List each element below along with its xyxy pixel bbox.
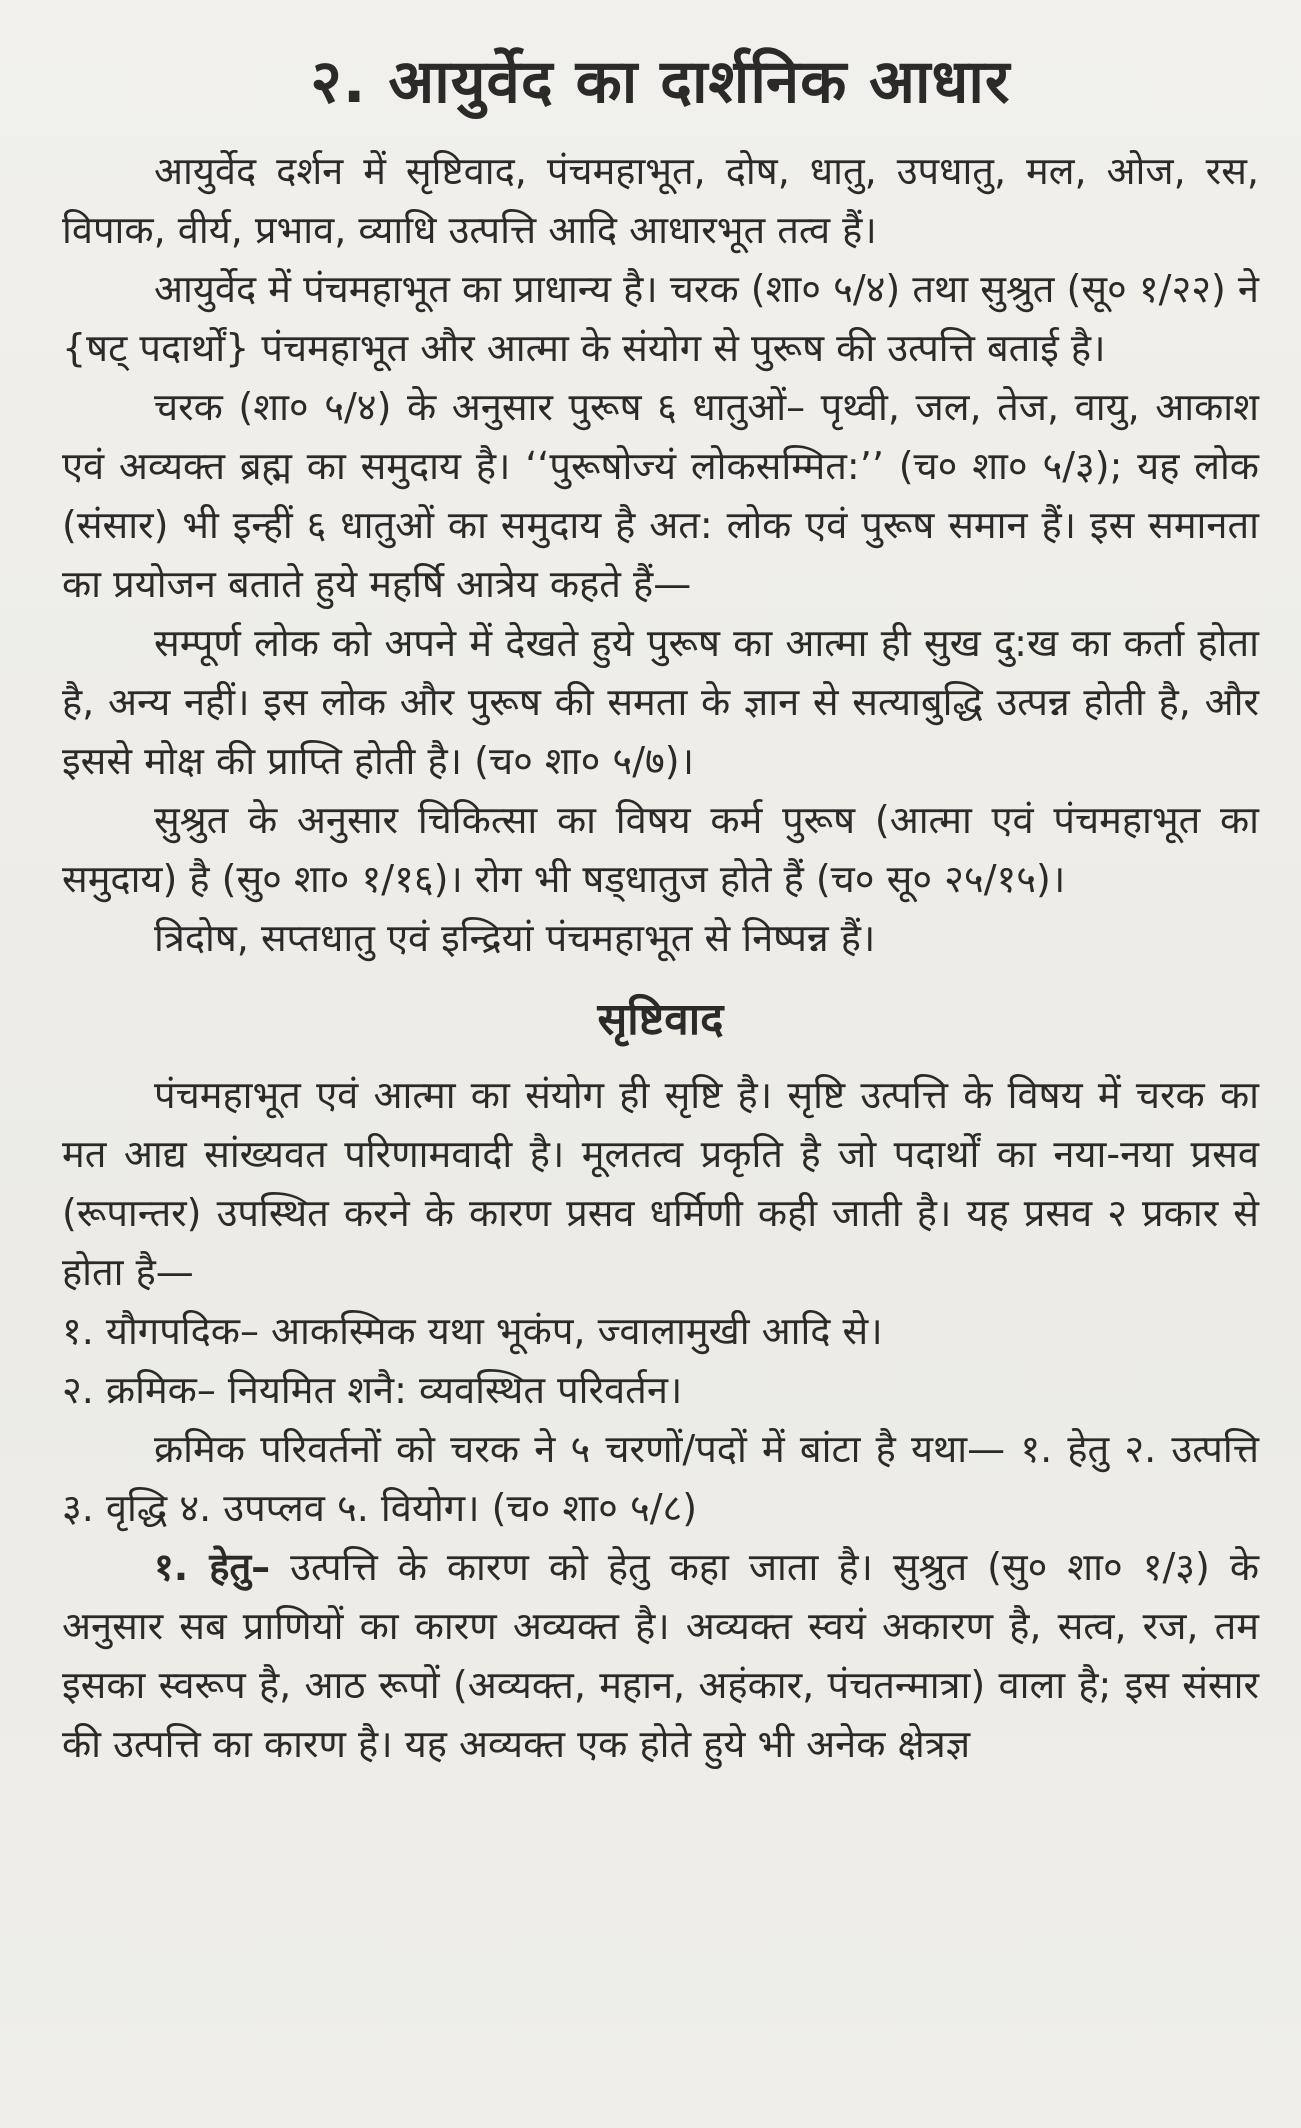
paragraph-intro: आयुर्वेद दर्शन में सृष्टिवाद, पंचमहाभूत, दोष, धातु, उपधातु, मल, ओज, रस, विपाक, वीर्य, प्रभाव, व्याधि उत्पत्ति आदि आधारभूत तत्व हैं। <box>62 149 1259 252</box>
paragraph-srishti: पंचमहाभूत एवं आत्मा का संयोग ही सृष्टि है। सृष्टि उत्पत्ति के विषय में चरक का मत आद्य सांख्यवत परिणामवादी है। मूलतत्व प्रकृति है जो पदार्थों का नया-नया प्रसव (रूपान्तर) उपस्थित करने के कारण प्रसव धर्मिणी कही जाती है। यह प्रसव २ प्रकार से होता है— <box>62 1073 1259 1294</box>
list-item-yaugapadik: १. यौगपदिक– आकस्मिक यथा भूकंप, ज्वालामुखी आदि से। <box>62 1309 883 1353</box>
section-heading-srishtivad: सृष्टिवाद <box>597 994 724 1045</box>
paragraph-sushrut: सुश्रुत के अनुसार चिकित्सा का विषय कर्म पुरूष (आत्मा एवं पंचमहाभूत का समुदाय) है (सु० शा० १/१६)। रोग भी षड्धातुज होते हैं (च० सू० २५/१५)। <box>62 798 1259 901</box>
paragraph-charak: चरक (शा० ५/४) के अनुसार पुरूष ६ धातुओं– पृथ्वी, जल, तेज, वायु, आकाश एवं अव्यक्त ब्रह्म का समुदाय है। ‘‘पुरूषोज्यं लोकसम्मित:’’ (च० शा० ५/३); यह लोक (संसार) भी इन्हीं ६ धातुओं का समुदाय है अत: लोक एवं पुरूष समान हैं। इस समानता का प्रयोजन बताते हुये महर्षि आत्रेय कहते हैं— <box>62 385 1259 606</box>
paragraph-panchamahabhuta: आयुर्वेद में पंचमहाभूत का प्राधान्य है। चरक (शा० ५/४) तथा सुश्रुत (सू० १/२२) ने {षट् पदार्थों} पंचमहाभूत और आत्मा के संयोग से पुरूष की उत्पत्ति बताई है। <box>62 267 1259 370</box>
paragraph-kramik: क्रमिक परिवर्तनों को चरक ने ५ चरणों/पदों में बांटा है यथा— १. हेतु २. उत्पत्ति ३. वृद्धि ४. उपप्लव ५. वियोग। (च० शा० ५/८) <box>62 1427 1259 1530</box>
hetu-text: उत्पत्ति के कारण को हेतु कहा जाता है। सुश्रुत (सु० शा० १/३) के अनुसार सब प्राणियों का कारण अव्यक्त है। अव्यक्त स्वयं अकारण है, सत्व, रज, तम इसका स्वरूप है, आठ रूपों (अव्यक्त, महान, अहंकार, पंचतन्मात्रा) वाला है; इस संसार की उत्पत्ति का कारण है। यह अव्यक्त एक होते हुये भी अनेक क्षेत्रज्ञ <box>62 1545 1260 1766</box>
list-item-kramik: २. क्रमिक– नियमित शनै: व्यवस्थित परिवर्तन। <box>62 1368 683 1412</box>
paragraph-sampurna-lok: सम्पूर्ण लोक को अपने में देखते हुये पुरूष का आत्मा ही सुख दु:ख का कर्ता होता है, अन्य नहीं। इस लोक और पुरूष की समता के ज्ञान से सत्याबुद्धि उत्पन्न होती है, और इससे मोक्ष की प्राप्ति होती है। (च० शा० ५/७)। <box>62 621 1259 783</box>
chapter-title: २. आयुर्वेद का दार्शनिक आधार <box>310 47 1011 117</box>
hetu-term: १. हेतु– <box>154 1545 271 1589</box>
paragraph-tridosh: त्रिदोष, सप्तधातु एवं इन्द्रियां पंचमहाभूत से निष्पन्न हैं। <box>154 916 876 960</box>
paragraph-hetu <box>62 1538 1259 1774</box>
